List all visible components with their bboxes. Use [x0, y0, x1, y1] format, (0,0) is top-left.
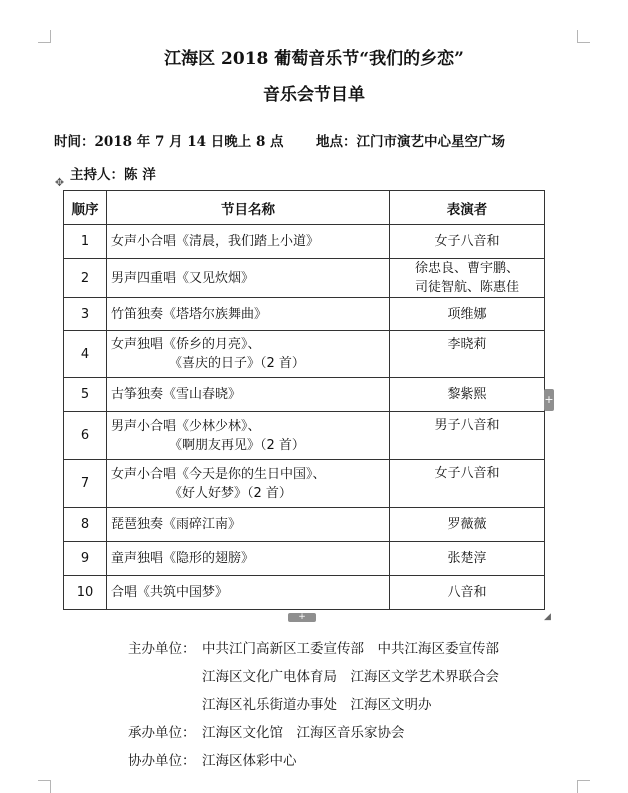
plus-icon[interactable]: + [544, 389, 554, 411]
table-row [64, 576, 545, 610]
table-row [64, 508, 545, 542]
performer-line: 女子八音和 [434, 234, 500, 249]
cell-program-name [107, 331, 390, 378]
header-program-name: 节目名称 [107, 191, 390, 225]
program-name-line: 琵琶独奏《雨碎江南》 [111, 517, 242, 532]
plus-icon[interactable]: + [288, 613, 316, 622]
organizer-value: 江海区文化馆 江海区音乐家协会 [202, 725, 405, 741]
cell-order: 5 [64, 378, 107, 412]
organizer-label: 承办单位： [128, 725, 196, 741]
host-units-value: 中共江门高新区工委宣传部 中共江海区委宣传部 [202, 641, 499, 657]
page-corner-mark-bottom-right [577, 780, 590, 793]
header-performer: 表演者 [390, 191, 545, 225]
cell-program-name [107, 576, 390, 610]
cell-performer [390, 378, 545, 412]
table-header-row [64, 191, 545, 225]
program-name-line: 古筝独奏《雪山春晓》 [111, 387, 242, 402]
cell-program-name [107, 412, 390, 460]
cell-order: 3 [64, 298, 107, 331]
cell-order: 9 [64, 542, 107, 576]
performer-line: 徐忠良、曹宇鹏、 [414, 261, 519, 276]
program-name-line: 童声独唱《隐形的翅膀》 [111, 551, 255, 566]
performer-line: 女子八音和 [434, 466, 500, 481]
cell-program-name [107, 378, 390, 412]
table-row [64, 542, 545, 576]
program-name-line: 男声小合唱《少林少林》、 [111, 418, 261, 434]
host-units-value: 江海区文化广电体育局 江海区文学艺术界联合会 [202, 669, 499, 685]
event-host: 主持人：陈 洋 [70, 167, 156, 183]
program-name-line: 《好人好梦》（2 首） [169, 485, 292, 501]
cell-performer [390, 225, 545, 259]
page-corner-mark-bottom-left [38, 780, 51, 793]
program-name-line: 竹笛独奏《塔塔尔族舞曲》 [111, 306, 268, 322]
cell-performer [390, 542, 545, 576]
cell-order: 6 [64, 412, 107, 460]
cell-order: 10 [64, 576, 107, 610]
table-row [64, 298, 545, 331]
cell-order: 7 [64, 460, 107, 508]
performer-line: 项维娜 [447, 306, 487, 322]
program-name-line: 《喜庆的日子》（2 首） [169, 356, 305, 371]
cell-performer [390, 460, 545, 508]
cell-performer [390, 508, 545, 542]
table-row [64, 412, 545, 460]
document-subtitle: 音乐会节目单 [263, 85, 365, 105]
cell-performer [390, 331, 545, 378]
cell-program-name [107, 259, 390, 298]
program-name-line: 合唱《共筑中国梦》 [111, 585, 229, 600]
performer-line: 张楚淳 [447, 551, 487, 566]
cell-program-name [107, 225, 390, 259]
program-name-line: 女声小合唱《今天是你的生日中国》、 [111, 466, 326, 482]
co-organizer-value: 江海区体彩中心 [202, 753, 297, 769]
table-row [64, 378, 545, 412]
page-corner-mark-top-right [577, 30, 590, 43]
cell-performer [390, 576, 545, 610]
cell-program-name [107, 508, 390, 542]
table-body [64, 225, 545, 610]
performer-line: 八音和 [447, 585, 487, 600]
table-row [64, 331, 545, 378]
cell-program-name [107, 460, 390, 508]
co-organizer-label: 协办单位： [128, 753, 196, 769]
table-row [64, 225, 545, 259]
cell-performer [390, 259, 545, 298]
event-venue: 地点：江门市演艺中心星空广场 [316, 134, 505, 150]
program-table [63, 190, 545, 610]
resize-handle-icon[interactable]: ◢ [544, 612, 551, 622]
cell-performer [390, 412, 545, 460]
document-title: 江海区 2018 葡萄音乐节“我们的乡恋” [164, 49, 464, 69]
cell-order: 8 [64, 508, 107, 542]
host-units-value: 江海区礼乐街道办事处 江海区文明办 [202, 697, 432, 713]
performer-line: 罗薇薇 [447, 517, 487, 532]
performer-line: 黎紫熙 [447, 387, 487, 402]
cell-program-name [107, 298, 390, 331]
move-handle-icon[interactable]: ✥ [54, 176, 65, 189]
event-time: 时间：2018 年 7 月 14 日晚上 8 点 [54, 134, 284, 150]
cell-program-name [107, 542, 390, 576]
cell-order: 1 [64, 225, 107, 259]
program-name-line: 男声四重唱《又见炊烟》 [111, 270, 255, 286]
program-name-line: 《啊朋友再见》（2 首） [169, 437, 305, 453]
cell-order: 4 [64, 331, 107, 378]
performer-line: 司徒智航、陈惠佳 [414, 280, 519, 295]
program-name-line: 女声小合唱《清晨，我们踏上小道》 [111, 234, 320, 249]
cell-order: 2 [64, 259, 107, 298]
cell-performer [390, 298, 545, 331]
program-name-line: 女声独唱《侨乡的月亮》、 [111, 337, 261, 352]
table-row [64, 259, 545, 298]
performer-line: 李晓莉 [447, 337, 487, 352]
host-units-label: 主办单位： [128, 641, 196, 657]
table-row [64, 460, 545, 508]
performer-line: 男子八音和 [434, 418, 500, 433]
page-corner-mark-top-left [38, 30, 51, 43]
header-order: 顺序 [64, 191, 107, 225]
